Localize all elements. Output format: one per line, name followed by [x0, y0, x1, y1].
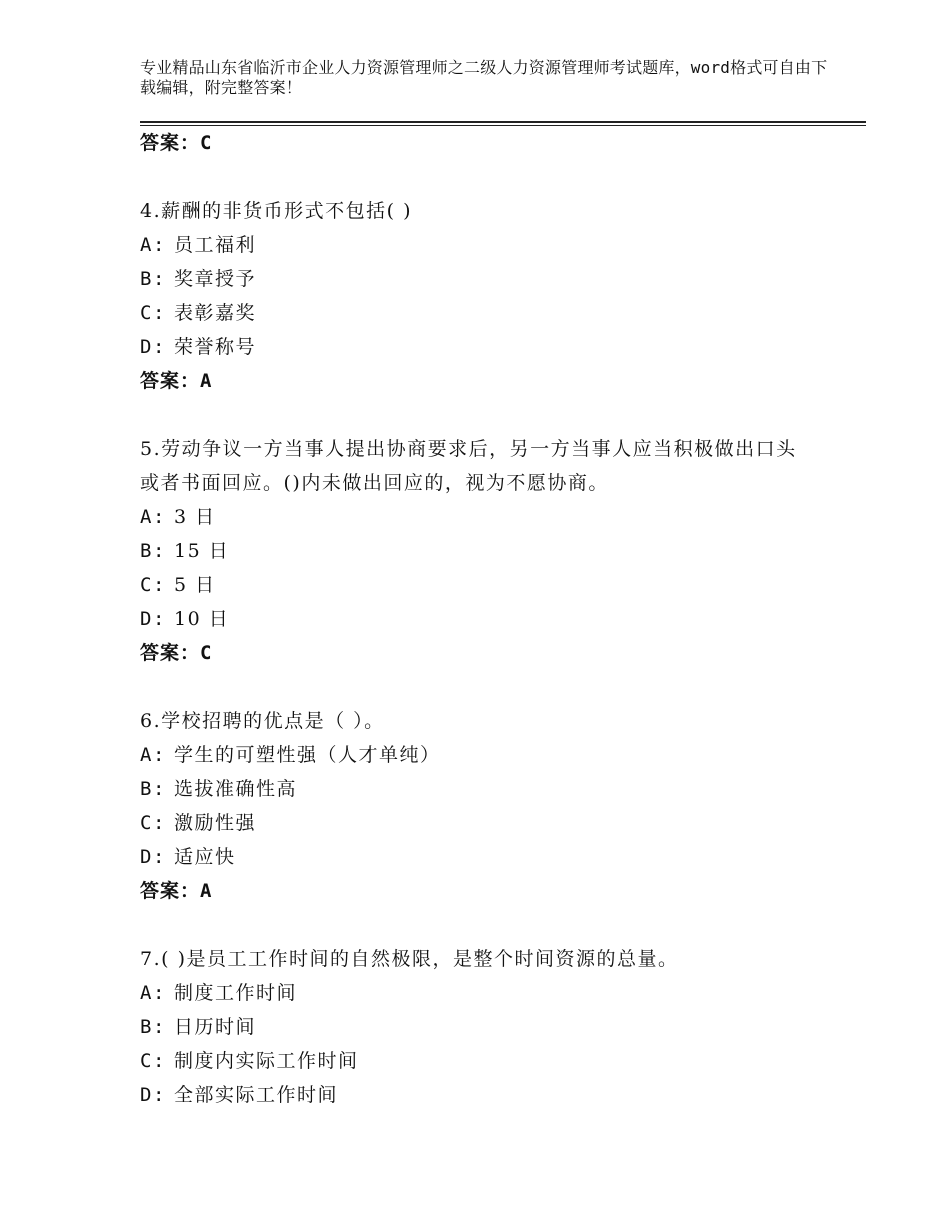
answer-value: C: [200, 132, 213, 154]
option-b: [140, 262, 840, 296]
option-letter: B:: [140, 1016, 166, 1038]
question-stem: 7.( )是员工工作时间的自然极限，是整个时间资源的总量。: [140, 948, 679, 970]
option-d: [140, 1078, 840, 1112]
option-letter: C:: [140, 302, 166, 324]
document-header: 专业精品山东省临沂市企业人力资源管理师之二级人力资源管理师考试题库，word格式可自由下载编辑，附完整答案！: [140, 58, 828, 97]
header-rule-thick: [140, 121, 866, 123]
option-text: 荣誉称号: [174, 336, 257, 358]
question-stem: 4.薪酬的非货币形式不包括( ): [140, 200, 412, 222]
option-letter: C:: [140, 812, 166, 834]
option-text: 5 日: [174, 574, 216, 596]
option-letter: D:: [140, 336, 166, 358]
option-letter: D:: [140, 608, 166, 630]
option-text: 表彰嘉奖: [174, 302, 257, 324]
option-text: 制度工作时间: [174, 982, 298, 1004]
option-letter: B:: [140, 778, 166, 800]
option-text: 员工福利: [174, 234, 257, 256]
option-letter: B:: [140, 268, 166, 290]
option-c: [140, 296, 840, 330]
option-c: [140, 1044, 840, 1078]
option-letter: A:: [140, 234, 166, 256]
option-letter: D:: [140, 1084, 166, 1106]
question-stem: 5.劳动争议一方当事人提出协商要求后，另一方当事人应当积极做出口头或者书面回应。()内未做出回应的，视为不愿协商。: [140, 438, 797, 494]
option-letter: B:: [140, 540, 166, 562]
option-text: 学生的可塑性强（人才单纯）: [174, 744, 441, 766]
question-block: [140, 942, 840, 1112]
question-block: [140, 194, 840, 398]
option-d: [140, 602, 840, 636]
option-letter: A:: [140, 744, 166, 766]
option-text: 全部实际工作时间: [174, 1084, 339, 1106]
answer-value: A: [200, 880, 213, 902]
question-block: [140, 432, 840, 670]
option-letter: D:: [140, 846, 166, 868]
option-b: [140, 1010, 840, 1044]
option-b: [140, 534, 840, 568]
answer-line: [140, 874, 840, 908]
answer-line: [140, 126, 840, 160]
option-text: 奖章授予: [174, 268, 257, 290]
option-a: [140, 976, 840, 1010]
answer-line: [140, 636, 840, 670]
option-text: 选拔准确性高: [174, 778, 298, 800]
option-b: [140, 772, 840, 806]
answer-label: 答案：: [140, 880, 201, 902]
option-c: [140, 806, 840, 840]
question-list: [140, 126, 840, 1112]
question-block: [140, 704, 840, 908]
option-text: 日历时间: [174, 1016, 257, 1038]
option-letter: A:: [140, 506, 166, 528]
option-d: [140, 840, 840, 874]
option-text: 制度内实际工作时间: [174, 1050, 359, 1072]
answer-label: 答案：: [140, 132, 201, 154]
answer-label: 答案：: [140, 642, 201, 664]
answer-label: 答案：: [140, 370, 201, 392]
answer-value: C: [200, 642, 213, 664]
option-letter: A:: [140, 982, 166, 1004]
option-letter: C:: [140, 574, 166, 596]
answer-value: A: [200, 370, 213, 392]
answer-line: [140, 364, 840, 398]
option-text: 3 日: [174, 506, 216, 528]
option-letter: C:: [140, 1050, 166, 1072]
option-a: [140, 500, 840, 534]
option-text: 适应快: [174, 846, 236, 868]
option-c: [140, 568, 840, 602]
option-a: [140, 228, 840, 262]
option-text: 10 日: [174, 608, 230, 630]
option-text: 15 日: [174, 540, 230, 562]
option-a: [140, 738, 840, 772]
option-text: 激励性强: [174, 812, 257, 834]
option-d: [140, 330, 840, 364]
question-stem: 6.学校招聘的优点是（ ）。: [140, 710, 385, 732]
